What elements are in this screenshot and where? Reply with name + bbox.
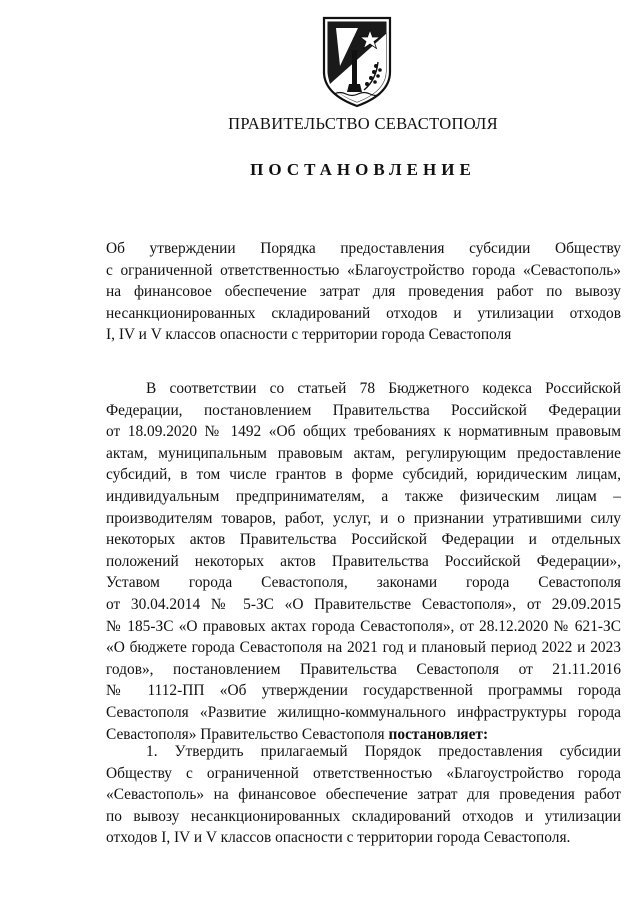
subject-line: Об утверждении Порядка предоставления субсидии Обществу (106, 240, 621, 257)
preamble-line: некоторых актов Правительства Российской Федерации и отдельных (106, 531, 621, 549)
preamble-line: субсидий, в том числе грантов в форме субсидий, юридическим лицам, (106, 466, 621, 484)
preamble-line: актам, муниципальным правовым актам, регулирующим предоставление (106, 444, 621, 462)
clause-1-line: 1. Утвердить прилагаемый Порядок предоставления субсидии (146, 743, 621, 760)
subject-line: несанкционированных складирований отходов и утилизации отходов (106, 304, 621, 322)
preamble-line: положений некоторых актов Правительства Российской Федерации», (106, 552, 621, 570)
government-title: ПРАВИТЕЛЬСТВО СЕВАСТОПОЛЯ (228, 114, 498, 133)
preamble-line: Федерации, постановлением Правительства Российской Федерации (106, 401, 621, 419)
preamble-line: Уставом города Севастополя, законами города Севастополя (106, 574, 621, 592)
subject-line: с ограниченной ответственностью «Благоустройство города «Севастополь» (106, 261, 621, 279)
clause-1-line: отходов I, IV и V классов опасности с территории города Севастополя. (106, 829, 571, 847)
preamble-line: «О бюджете города Севастополя на 2021 год и плановый период 2022 и 2023 (106, 639, 621, 657)
preamble-line: от 30.04.2014 № 5-ЗС «О Правительстве Севастополя», от 29.09.2015 (106, 595, 621, 613)
preamble-last-line-text: Севастополя» Правительство Севастополя (106, 725, 389, 743)
preamble-line: № 185-ЗС «О правовых актах города Севастополя», от 28.12.2020 № 621-ЗС (106, 617, 621, 635)
resolves-colon: : (482, 725, 489, 743)
preamble-line: индивидуальным предпринимателям, а также физическим лицам – (106, 487, 621, 505)
subject-line: на финансовое обеспечение затрат для проведения работ по вывозу (106, 283, 621, 301)
clause-1-line: по вывозу несанкционированных складирований отходов и утилизации (106, 807, 621, 825)
clause-1-line: «Севастополь» на финансовое обеспечение затрат для проведения работ (106, 786, 621, 804)
document-type-heading: ПОСТАНОВЛЕНИЕ (250, 160, 476, 179)
preamble-line: В соответствии со статьей 78 Бюджетного кодекса Российской (146, 380, 621, 397)
preamble-line: производителям товаров, работ, услуг, и о признании утратившими силу (106, 509, 621, 527)
clause-1 (106, 741, 621, 849)
preamble-line: № 1112-ПП «Об утверждении государственной программы города (106, 682, 621, 700)
preamble-line: годов», постановлением Правительства Севастополя от 21.11.2016 (106, 660, 621, 678)
preamble-paragraph (106, 378, 621, 745)
document-subject (106, 238, 621, 346)
resolves-word: постановляет (388, 725, 483, 743)
preamble-line: от 18.09.2020 № 1492 «Об общих требованиях к нормативным правовым (106, 423, 621, 441)
sevastopol-coat-of-arms-icon (318, 14, 396, 108)
preamble-line: Севастополя «Развитие жилищно-коммунального инфраструктуры города (106, 703, 621, 721)
clause-1-line: Обществу с ограниченной ответственностью «Благоустройство города (106, 764, 621, 782)
subject-line: I, IV и V классов опасности с территории города Севастополя (106, 326, 512, 344)
